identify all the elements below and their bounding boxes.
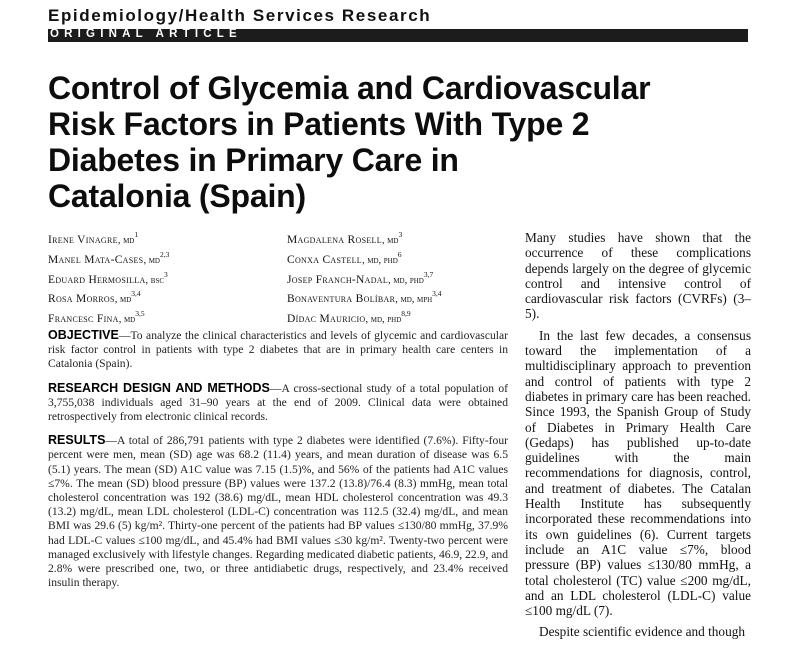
author: Conxa Castell, md, phd$^6$ [287, 249, 402, 266]
author: Josep Franch-Nadal, md, phd$^{3,7}$ [287, 269, 434, 286]
author: Manel Mata-Cases, md$^{2,3}$ [48, 249, 170, 266]
author-list-right [287, 228, 442, 327]
author: Francesc Fina, md$^{3,5}$ [48, 309, 145, 326]
author: Dídac Mauricio, md, phd$^{8,9}$ [287, 309, 411, 326]
body-column-right [525, 230, 751, 646]
title-line: Risk Factors in Patients With Type 2 [48, 106, 590, 142]
title-line: Catalonia (Spain) [48, 178, 306, 214]
body-paragraph: Despite scientific evidence and though [539, 624, 746, 640]
author: Rosa Morros, md$^{3,4}$ [48, 289, 141, 306]
abstract-objective [48, 328, 508, 372]
article-type-label: ORIGINAL ARTICLE [50, 28, 242, 40]
author: Eduard Hermosilla, bsc$^3$ [48, 269, 168, 286]
body-paragraph: Many studies have shown that the occurrence of these complications depends largely on the degree of glycemic control and intensive control of cardiovascular risk factors (CVRFs) (3–5). [525, 230, 751, 322]
article-title [48, 70, 748, 214]
abstract-text: —A total of 286,791 patients with type 2 diabetes were identified (7.6%). Fifty-four percent were men, mean (SD) age was 68.2 (11.4) years, and mean duration of disease was 6.5 (5.1) years. The mean (SD) A1C value was 7.15 (1.5)%, and 56% of the patients had A1C values ≤7%. The mean (SD) blood pressure (BP) values were 137.2 (13.8)/76.4 (8.3) mmHg, mean total cholesterol concentration was 192 (38.6) mg/dL, mean HDL cholesterol concentration was 49.3 (13.2) mg/dL, mean LDL cholesterol (LDL-C) concentration was 112.5 (32.4) mg/dL, and mean BMI was 29.6 (5) kg/m². Thirty-one percent of the patients had BP values ≤130/80 mmHg, 37.9% had LDL-C values ≤100 mg/dL, and 45.4% had BMI values ≤30 kg/m². Twenty-two percent were managed exclusively with lifestyle changes. Regarding medicated diabetic patients, 46.9, 22.9, and 2.8% were prescribed one, two, or three antidiabetic drugs, respectively, and 23.4% received insulin therapy. [48, 434, 508, 590]
article-type-banner [48, 29, 748, 42]
title-line: Control of Glycemia and Cardiovascular [48, 70, 651, 106]
section-label: Epidemiology/Health Services Research [48, 6, 432, 25]
author: Bonaventura Bolíbar, md, mph$^{3,4}$ [287, 289, 442, 306]
author: Magdalena Rosell, $md^3$ [287, 230, 403, 246]
abstract-text: —A cross-sectional study of a total population of 3,755,038 individuals aged 31–90 years at the end of 2009. Clinical data were obtained retrospectively from electronic clinical records. [48, 381, 509, 424]
abstract-text: —To analyze the clinical characteristics and levels of glycemic and cardiovascular risk factor control in patients with type 2 diabetes that are in primary health care centers in Catalonia (Spain). [48, 329, 508, 371]
abstract-heading: RESULTS [48, 433, 106, 448]
abstract-methods [48, 381, 508, 425]
title-line: Diabetes in Primary Care in [48, 142, 459, 178]
abstract-heading: OBJECTIVE [48, 328, 119, 342]
abstract-results [48, 433, 508, 590]
author-list-left [48, 228, 169, 327]
abstract [48, 328, 508, 599]
abstract-heading: RESEARCH DESIGN AND METHODS [48, 380, 270, 395]
body-paragraph: In the last few decades, a consensus toward the implementation of a multidisciplinary approach to prevention and control of patients with type 2 diabetes in primary care has been reached. Since 1993, the Spanish Group of Study of Diabetes in Primary Health Care (Gedaps) has published up-to-date guidelines with the main recommendations for diagnosis, control, and treatment of diabetes. The Catalan Health Institute has subsequently incorporated these recommendations into its own guidelines (6). Current targets include an A1C value ≤7%, blood pressure (BP) values ≤130/80 mmHg, a total cholesterol (TC) value ≤200 mg/dL, and an LDL cholesterol (LDL-C) value ≤100 mg/dL (7). [525, 327, 751, 619]
author: Irene Vinagre, $md^1$ [48, 230, 139, 246]
